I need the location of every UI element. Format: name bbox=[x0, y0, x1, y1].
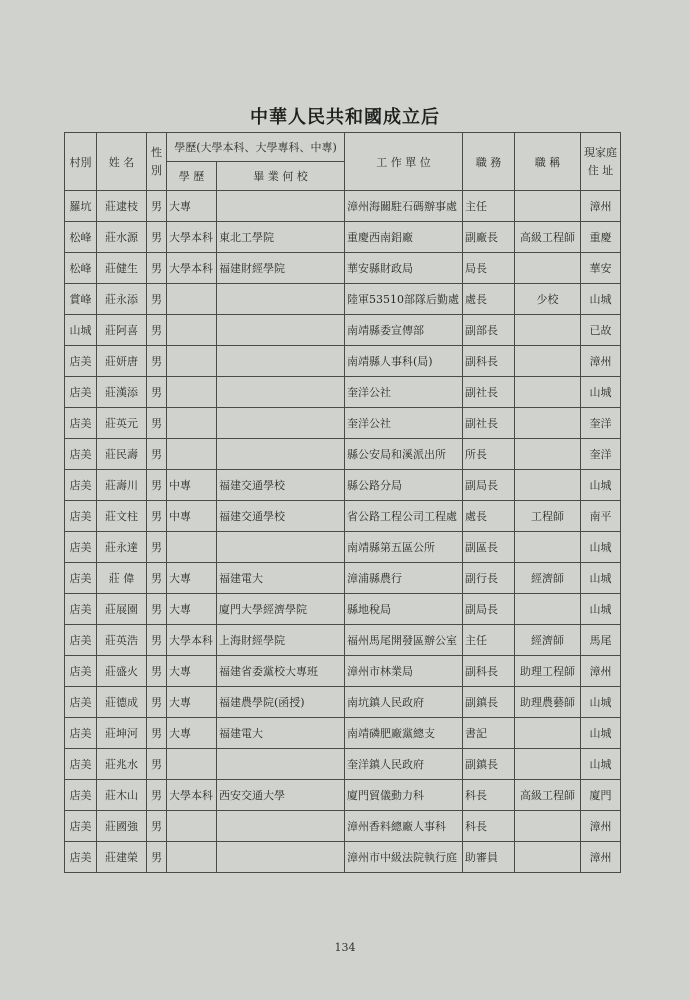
cell-workplace: 南坑鎮人民政府 bbox=[345, 687, 463, 718]
cell-gender: 男 bbox=[147, 625, 167, 656]
table-row bbox=[65, 594, 621, 625]
cell-village: 店美 bbox=[65, 563, 97, 594]
cell-gender: 男 bbox=[147, 191, 167, 222]
cell-position: 副科長 bbox=[463, 656, 515, 687]
cell-residence: 重慶 bbox=[581, 222, 621, 253]
cell-school: 上海財經學院 bbox=[217, 625, 345, 656]
cell-gender: 男 bbox=[147, 594, 167, 625]
header-village: 村別 bbox=[65, 133, 97, 191]
cell-name: 莊阿喜 bbox=[97, 315, 147, 346]
cell-school bbox=[217, 346, 345, 377]
cell-workplace: 南靖縣委宣傳部 bbox=[345, 315, 463, 346]
cell-workplace: 縣公安局和溪派出所 bbox=[345, 439, 463, 470]
cell-title: 少校 bbox=[515, 284, 581, 315]
cell-position: 副社長 bbox=[463, 377, 515, 408]
cell-village: 店美 bbox=[65, 842, 97, 873]
cell-position: 書記 bbox=[463, 718, 515, 749]
cell-workplace: 縣公路分局 bbox=[345, 470, 463, 501]
cell-residence: 山城 bbox=[581, 594, 621, 625]
cell-village: 店美 bbox=[65, 377, 97, 408]
cell-position: 副局長 bbox=[463, 470, 515, 501]
cell-residence: 馬尾 bbox=[581, 625, 621, 656]
cell-residence: 山城 bbox=[581, 470, 621, 501]
cell-title bbox=[515, 532, 581, 563]
cell-education: 大專 bbox=[167, 191, 217, 222]
cell-school bbox=[217, 811, 345, 842]
cell-gender: 男 bbox=[147, 222, 167, 253]
cell-education bbox=[167, 749, 217, 780]
cell-title bbox=[515, 594, 581, 625]
cell-position: 科長 bbox=[463, 811, 515, 842]
cell-title bbox=[515, 718, 581, 749]
cell-name: 莊永添 bbox=[97, 284, 147, 315]
header-school: 畢 業 何 校 bbox=[217, 162, 345, 191]
cell-school: 福建交通學校 bbox=[217, 470, 345, 501]
table-row bbox=[65, 532, 621, 563]
cell-school bbox=[217, 532, 345, 563]
cell-school: 福建交通學校 bbox=[217, 501, 345, 532]
cell-gender: 男 bbox=[147, 780, 167, 811]
cell-village: 店美 bbox=[65, 470, 97, 501]
cell-workplace: 漳州香料總廠人事科 bbox=[345, 811, 463, 842]
cell-education: 中專 bbox=[167, 501, 217, 532]
cell-residence: 漳州 bbox=[581, 811, 621, 842]
cell-residence: 漳州 bbox=[581, 346, 621, 377]
cell-residence: 華安 bbox=[581, 253, 621, 284]
cell-position: 所長 bbox=[463, 439, 515, 470]
cell-education: 大學本科 bbox=[167, 222, 217, 253]
table-row bbox=[65, 656, 621, 687]
cell-workplace: 漳州市林業局 bbox=[345, 656, 463, 687]
cell-position: 副鎮長 bbox=[463, 749, 515, 780]
cell-workplace: 漳浦縣農行 bbox=[345, 563, 463, 594]
cell-village: 店美 bbox=[65, 718, 97, 749]
cell-residence: 已故 bbox=[581, 315, 621, 346]
cell-workplace: 縣地稅局 bbox=[345, 594, 463, 625]
cell-position: 局長 bbox=[463, 253, 515, 284]
table-row bbox=[65, 222, 621, 253]
header-workplace: 工 作 單 位 bbox=[345, 133, 463, 191]
cell-education bbox=[167, 811, 217, 842]
cell-name: 莊建榮 bbox=[97, 842, 147, 873]
cell-workplace: 重慶西南鋁廠 bbox=[345, 222, 463, 253]
cell-workplace: 福州馬尾開發區辦公室 bbox=[345, 625, 463, 656]
cell-name: 莊 偉 bbox=[97, 563, 147, 594]
cell-village: 山城 bbox=[65, 315, 97, 346]
cell-residence: 山城 bbox=[581, 563, 621, 594]
cell-workplace: 漳州海關駐石碼辦事處 bbox=[345, 191, 463, 222]
cell-position: 副廠長 bbox=[463, 222, 515, 253]
cell-gender: 男 bbox=[147, 532, 167, 563]
cell-school: 廈門大學經濟學院 bbox=[217, 594, 345, 625]
table-row bbox=[65, 315, 621, 346]
cell-school: 福建財經學院 bbox=[217, 253, 345, 284]
cell-position: 副部長 bbox=[463, 315, 515, 346]
cell-education bbox=[167, 532, 217, 563]
cell-name: 莊健生 bbox=[97, 253, 147, 284]
cell-name: 莊壽川 bbox=[97, 470, 147, 501]
cell-position: 處長 bbox=[463, 284, 515, 315]
cell-title bbox=[515, 191, 581, 222]
cell-gender: 男 bbox=[147, 439, 167, 470]
table-row bbox=[65, 470, 621, 501]
cell-education bbox=[167, 842, 217, 873]
cell-name: 莊德成 bbox=[97, 687, 147, 718]
page-title: 中華人民共和國成立后 bbox=[250, 107, 440, 128]
cell-position: 副社長 bbox=[463, 408, 515, 439]
roster-table bbox=[64, 132, 621, 873]
cell-title bbox=[515, 346, 581, 377]
cell-title bbox=[515, 253, 581, 284]
cell-gender: 男 bbox=[147, 315, 167, 346]
cell-school: 東北工學院 bbox=[217, 222, 345, 253]
table-row bbox=[65, 625, 621, 656]
cell-village: 店美 bbox=[65, 532, 97, 563]
cell-school bbox=[217, 439, 345, 470]
cell-village: 店美 bbox=[65, 346, 97, 377]
cell-residence: 漳州 bbox=[581, 842, 621, 873]
table-row bbox=[65, 563, 621, 594]
cell-gender: 男 bbox=[147, 501, 167, 532]
cell-title bbox=[515, 377, 581, 408]
cell-name: 莊民壽 bbox=[97, 439, 147, 470]
cell-title: 經濟師 bbox=[515, 625, 581, 656]
cell-name: 莊展園 bbox=[97, 594, 147, 625]
cell-education: 大專 bbox=[167, 687, 217, 718]
cell-workplace: 南靖縣人事科(局) bbox=[345, 346, 463, 377]
cell-title bbox=[515, 470, 581, 501]
cell-position: 主任 bbox=[463, 625, 515, 656]
cell-position: 科長 bbox=[463, 780, 515, 811]
cell-gender: 男 bbox=[147, 749, 167, 780]
header-position: 職 務 bbox=[463, 133, 515, 191]
table-row bbox=[65, 687, 621, 718]
cell-village: 店美 bbox=[65, 439, 97, 470]
cell-residence: 漳州 bbox=[581, 656, 621, 687]
cell-school: 福建電大 bbox=[217, 718, 345, 749]
cell-title bbox=[515, 842, 581, 873]
cell-workplace: 奎洋公社 bbox=[345, 377, 463, 408]
cell-residence: 山城 bbox=[581, 749, 621, 780]
cell-name: 莊漢添 bbox=[97, 377, 147, 408]
table-row bbox=[65, 346, 621, 377]
cell-name: 莊妍唐 bbox=[97, 346, 147, 377]
header-education: 學 歷 bbox=[167, 162, 217, 191]
cell-residence: 南平 bbox=[581, 501, 621, 532]
cell-title: 高級工程師 bbox=[515, 222, 581, 253]
cell-title: 高級工程師 bbox=[515, 780, 581, 811]
table-row bbox=[65, 749, 621, 780]
cell-school: 西安交通大學 bbox=[217, 780, 345, 811]
cell-village: 店美 bbox=[65, 594, 97, 625]
table-row bbox=[65, 253, 621, 284]
cell-name: 莊文柱 bbox=[97, 501, 147, 532]
cell-name: 莊兆水 bbox=[97, 749, 147, 780]
cell-school bbox=[217, 284, 345, 315]
cell-position: 副區長 bbox=[463, 532, 515, 563]
cell-gender: 男 bbox=[147, 470, 167, 501]
cell-name: 莊英浩 bbox=[97, 625, 147, 656]
cell-education: 大專 bbox=[167, 656, 217, 687]
cell-village: 賞峰 bbox=[65, 284, 97, 315]
table-row bbox=[65, 718, 621, 749]
table-row bbox=[65, 842, 621, 873]
cell-name: 莊逮枝 bbox=[97, 191, 147, 222]
table-row bbox=[65, 377, 621, 408]
cell-workplace: 南靖縣第五區公所 bbox=[345, 532, 463, 563]
cell-position: 副局長 bbox=[463, 594, 515, 625]
cell-school bbox=[217, 408, 345, 439]
cell-education bbox=[167, 346, 217, 377]
table-row bbox=[65, 501, 621, 532]
table-row bbox=[65, 780, 621, 811]
cell-title: 工程師 bbox=[515, 501, 581, 532]
cell-residence: 奎洋 bbox=[581, 439, 621, 470]
cell-gender: 男 bbox=[147, 346, 167, 377]
cell-title: 助理工程師 bbox=[515, 656, 581, 687]
cell-name: 莊木山 bbox=[97, 780, 147, 811]
cell-name: 莊永達 bbox=[97, 532, 147, 563]
cell-residence: 山城 bbox=[581, 284, 621, 315]
cell-title bbox=[515, 439, 581, 470]
cell-gender: 男 bbox=[147, 718, 167, 749]
cell-gender: 男 bbox=[147, 377, 167, 408]
cell-village: 店美 bbox=[65, 687, 97, 718]
table-row bbox=[65, 284, 621, 315]
cell-title: 助理農藝師 bbox=[515, 687, 581, 718]
cell-title bbox=[515, 749, 581, 780]
cell-gender: 男 bbox=[147, 253, 167, 284]
cell-school: 福建省委黨校大專班 bbox=[217, 656, 345, 687]
cell-gender: 男 bbox=[147, 811, 167, 842]
cell-gender: 男 bbox=[147, 408, 167, 439]
header-gender: 性 別 bbox=[147, 133, 167, 191]
cell-gender: 男 bbox=[147, 284, 167, 315]
cell-workplace: 陸軍53510部隊后勤處 bbox=[345, 284, 463, 315]
cell-education: 大專 bbox=[167, 563, 217, 594]
cell-residence: 漳州 bbox=[581, 191, 621, 222]
cell-position: 處長 bbox=[463, 501, 515, 532]
cell-village: 店美 bbox=[65, 625, 97, 656]
cell-education bbox=[167, 408, 217, 439]
cell-position: 主任 bbox=[463, 191, 515, 222]
cell-education bbox=[167, 284, 217, 315]
header-name: 姓 名 bbox=[97, 133, 147, 191]
cell-gender: 男 bbox=[147, 687, 167, 718]
cell-education: 中專 bbox=[167, 470, 217, 501]
cell-gender: 男 bbox=[147, 563, 167, 594]
cell-education: 大學本科 bbox=[167, 780, 217, 811]
cell-name: 莊盛火 bbox=[97, 656, 147, 687]
cell-position: 助審員 bbox=[463, 842, 515, 873]
cell-name: 莊國強 bbox=[97, 811, 147, 842]
cell-title bbox=[515, 315, 581, 346]
cell-education bbox=[167, 315, 217, 346]
header-residence: 現家庭 住 址 bbox=[581, 133, 621, 191]
cell-village: 店美 bbox=[65, 408, 97, 439]
cell-education: 大專 bbox=[167, 594, 217, 625]
cell-residence: 奎洋 bbox=[581, 408, 621, 439]
table-row bbox=[65, 408, 621, 439]
table-row bbox=[65, 191, 621, 222]
cell-village: 松峰 bbox=[65, 253, 97, 284]
cell-gender: 男 bbox=[147, 842, 167, 873]
cell-position: 副鎮長 bbox=[463, 687, 515, 718]
header-education-group: 學歷(大學本科、大學專科、中專) bbox=[167, 133, 345, 162]
cell-workplace: 華安縣財政局 bbox=[345, 253, 463, 284]
cell-position: 副行長 bbox=[463, 563, 515, 594]
cell-residence: 廈門 bbox=[581, 780, 621, 811]
cell-workplace: 省公路工程公司工程處 bbox=[345, 501, 463, 532]
cell-school bbox=[217, 749, 345, 780]
cell-school bbox=[217, 191, 345, 222]
cell-workplace: 奎洋鎮人民政府 bbox=[345, 749, 463, 780]
cell-school bbox=[217, 315, 345, 346]
cell-education: 大學本科 bbox=[167, 625, 217, 656]
cell-name: 莊坤河 bbox=[97, 718, 147, 749]
cell-title: 經濟師 bbox=[515, 563, 581, 594]
cell-village: 店美 bbox=[65, 749, 97, 780]
cell-village: 羅坑 bbox=[65, 191, 97, 222]
cell-name: 莊英元 bbox=[97, 408, 147, 439]
page-number: 134 bbox=[334, 941, 356, 954]
cell-residence: 山城 bbox=[581, 377, 621, 408]
cell-school: 福建電大 bbox=[217, 563, 345, 594]
cell-village: 店美 bbox=[65, 811, 97, 842]
cell-education: 大專 bbox=[167, 718, 217, 749]
cell-school: 福建農學院(函授) bbox=[217, 687, 345, 718]
cell-education bbox=[167, 439, 217, 470]
cell-residence: 山城 bbox=[581, 532, 621, 563]
cell-school bbox=[217, 377, 345, 408]
cell-village: 店美 bbox=[65, 656, 97, 687]
cell-workplace: 廈門貿儀動力科 bbox=[345, 780, 463, 811]
cell-gender: 男 bbox=[147, 656, 167, 687]
cell-residence: 山城 bbox=[581, 718, 621, 749]
header-title: 職 稱 bbox=[515, 133, 581, 191]
cell-position: 副科長 bbox=[463, 346, 515, 377]
cell-residence: 山城 bbox=[581, 687, 621, 718]
cell-village: 店美 bbox=[65, 780, 97, 811]
cell-education: 大學本科 bbox=[167, 253, 217, 284]
cell-workplace: 奎洋公社 bbox=[345, 408, 463, 439]
cell-workplace: 南靖磷肥廠黨總支 bbox=[345, 718, 463, 749]
cell-workplace: 漳州市中級法院執行庭 bbox=[345, 842, 463, 873]
cell-education bbox=[167, 377, 217, 408]
table-row bbox=[65, 439, 621, 470]
cell-name: 莊水源 bbox=[97, 222, 147, 253]
cell-title bbox=[515, 811, 581, 842]
cell-village: 松峰 bbox=[65, 222, 97, 253]
table-row bbox=[65, 811, 621, 842]
cell-school bbox=[217, 842, 345, 873]
cell-village: 店美 bbox=[65, 501, 97, 532]
cell-title bbox=[515, 408, 581, 439]
